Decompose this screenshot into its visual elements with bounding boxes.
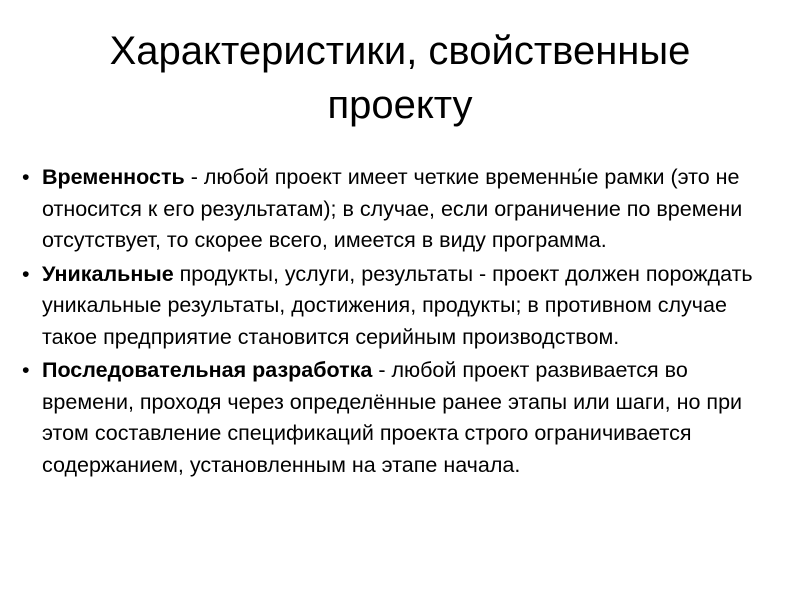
bullet-term: Последовательная разработка bbox=[42, 358, 373, 382]
slide-title: Характеристики, свойственные проекту bbox=[109, 29, 691, 127]
bullet-text: - любой проект развивается во времени, проходя через определённые ранее этапы или шаги, но при этом составление спецификаций проекта строго ограничивается содержанием, установленным на этапе начала. bbox=[42, 358, 743, 477]
bullet-item-uniqueness bbox=[22, 259, 782, 354]
bullet-term: Временность bbox=[42, 165, 185, 189]
bullet-icon: • bbox=[22, 358, 30, 382]
bullet-list bbox=[22, 162, 782, 483]
bullet-text: - любой проект имеет четкие временны́е рамки (это не относится к его результатам); в случае, если ограничение по времени отсутствует, то скорее всего, имеется в виду программа. bbox=[42, 165, 743, 252]
bullet-item-progressive-elaboration bbox=[22, 355, 782, 481]
bullet-icon: • bbox=[22, 261, 30, 286]
bullet-term: Уникальные bbox=[42, 261, 174, 286]
bullet-text: продукты, услуги, результаты - проект должен порождать уникальные результаты, достижения, продукты; в противном случае такое предприятие становится серийным производством. bbox=[42, 261, 753, 349]
bullet-item-temporality bbox=[22, 162, 782, 257]
bullet-icon: • bbox=[22, 165, 30, 189]
